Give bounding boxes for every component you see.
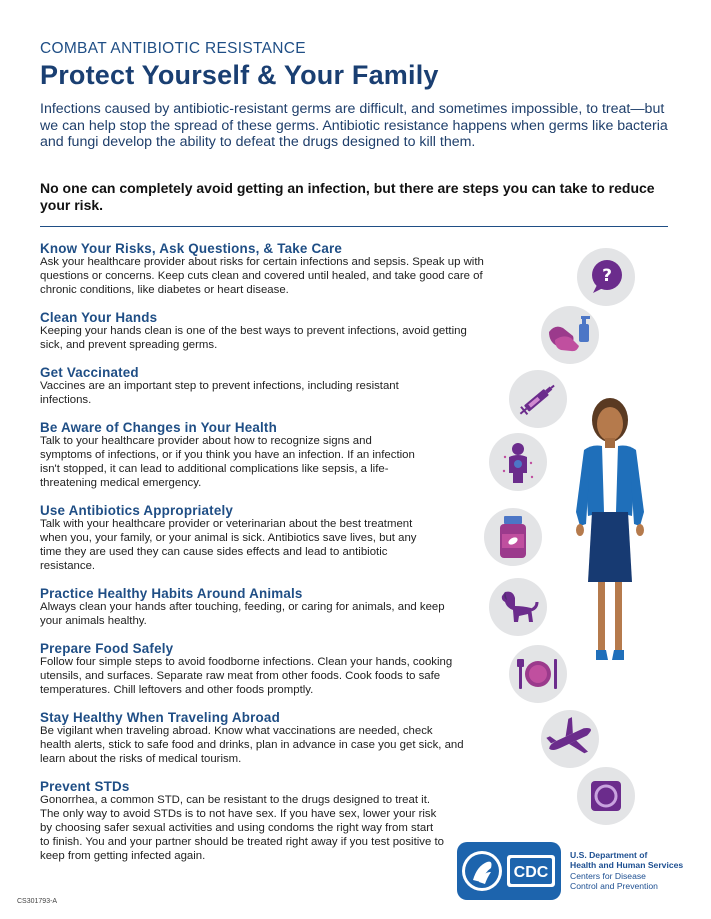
person-health-icon	[489, 433, 547, 491]
section-body: Talk to your healthcare provider about how to recognize signs and symptoms of infections, or if you think you have an infection. If an infection isn't stopped, it can lead to additional complications like sepsis, a life-threatening medical emergency.	[40, 435, 415, 489]
section-body: Vaccines are an important step to prevent infections, including resistant infections.	[40, 380, 399, 406]
section-heading: Practice Healthy Habits Around Animals	[40, 586, 303, 601]
pill-bottle-icon	[484, 508, 542, 566]
section-body: Gonorrhea, a common STD, can be resistant to the drugs designed to treat it. The only way to avoid STDs is to not have sex. If you have sex, lower your risk by choosing safer sexual activities and using condoms the right way from start to finish. You and your partner should be treated right away if you test positive to keep from getting infected again.	[40, 794, 444, 862]
section-heading: Stay Healthy When Traveling Abroad	[40, 710, 280, 725]
plate-utensils-icon	[509, 645, 567, 703]
section-heading: Get Vaccinated	[40, 365, 139, 380]
dog-icon	[489, 578, 547, 636]
syringe-icon	[509, 370, 567, 428]
section-body: Ask your healthcare provider about risks for certain infections and sepsis. Speak up with questions or concerns. Keep cuts clean and covered until healed, and take good care of chronic conditions, like diabetes or heart disease.	[40, 256, 484, 296]
section-body: Keeping your hands clean is one of the best ways to prevent infections, avoid getting sick, and prevent spreading germs.	[40, 325, 467, 351]
section-body: Talk with your healthcare provider or veterinarian about the best treatment when you, your family, or your animal is sick. Antibiotics save lives, but any time they are used they can cause sides effects and lead to antibiotic resistance.	[40, 518, 417, 572]
section-get-vaccinated	[40, 365, 480, 408]
section-heading: Use Antibiotics Appropriately	[40, 503, 234, 518]
hand-washing-icon	[541, 306, 599, 364]
lead-statement: No one can completely avoid getting an infection, but there are steps you can take to reduce your risk.	[40, 180, 655, 213]
section-heading: Clean Your Hands	[40, 310, 158, 325]
intro-paragraph: Infections caused by antibiotic-resistant germs are difficult, and sometimes impossible, to treat—but we can help stop the spread of these germs. Antibiotic resistance happens when germs like bacteria and fungi develop the ability to defeat the drugs designed to kill them.	[40, 101, 668, 150]
woman-illustration-icon	[570, 392, 650, 682]
page-title: Protect Yourself & Your Family	[40, 60, 439, 90]
section-prepare-food	[40, 641, 480, 698]
svg-text:?: ?	[602, 266, 612, 286]
divider	[40, 226, 668, 227]
condom-icon	[577, 767, 635, 825]
section-body: Follow four simple steps to avoid foodborne infections. Clean your hands, cooking utensils, and surfaces. Separate raw meat from other foods. Cook foods to safe temperatures. Chill leftovers and other foods promptly.	[40, 656, 453, 696]
section-use-antibiotics	[40, 503, 480, 574]
agency-credit	[570, 850, 705, 891]
section-healthy-habits-animals	[40, 586, 480, 629]
section-heading: Know Your Risks, Ask Questions, & Take Care	[40, 241, 343, 256]
section-body: Be vigilant when traveling abroad. Know what vaccinations are needed, check health alerts, stick to safe food and drinks, plan in advance in case you get sick, and learn about the risks of medical tourism.	[40, 725, 464, 765]
airplane-icon	[541, 710, 599, 768]
dept-line-2: Health and Human Services	[570, 860, 684, 871]
section-traveling-abroad	[40, 710, 480, 767]
cdc-line-2: Control and Prevention	[570, 880, 658, 891]
section-clean-hands	[40, 310, 480, 353]
section-body: Always clean your hands after touching, feeding, or caring for animals, and keep your animals healthy.	[40, 601, 445, 627]
section-heading: Be Aware of Changes in Your Health	[40, 420, 277, 435]
cdc-wordmark: CDC	[513, 864, 549, 881]
section-be-aware	[40, 420, 480, 491]
hhs-cdc-logo	[457, 842, 561, 900]
question-bubble-icon	[577, 248, 635, 306]
section-heading: Prevent STDs	[40, 779, 130, 794]
section-know-your-risks	[40, 241, 484, 298]
cdc-line-1: Centers for Disease	[570, 870, 646, 881]
section-heading: Prepare Food Safely	[40, 641, 174, 656]
section-prevent-stds	[40, 779, 480, 864]
header-kicker: COMBAT ANTIBIOTIC RESISTANCE	[40, 40, 306, 57]
dept-line-1: U.S. Department of	[570, 850, 648, 860]
document-code: CS301793-A	[17, 898, 58, 905]
